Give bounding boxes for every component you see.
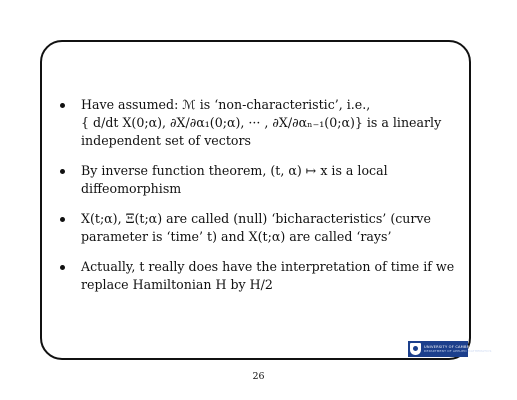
bullet-time-interpretation xyxy=(56,258,460,294)
logo-wordmark xyxy=(424,345,492,354)
university-logo xyxy=(408,341,492,357)
bullet-dot xyxy=(60,103,65,108)
logo-line-1: UNIVERSITY OF CAMBRIDGE xyxy=(424,344,480,349)
logo-line-2: DEPARTMENT OF APPLIED MATHEMATICS xyxy=(424,349,492,353)
bullet-list xyxy=(56,96,460,306)
bullet-line: { d/dt X(0;α), ∂X/∂α₁(0;α), ··· , ∂X/∂αₙ₋₁(0;α)} is a linearly xyxy=(81,115,442,130)
bullet-bicharacteristics xyxy=(56,210,460,246)
bullet-line: parameter is ‘time’ t) and X(t;α) are called ‘rays’ xyxy=(81,229,392,244)
bullet-dot xyxy=(60,169,65,174)
bullet-dot xyxy=(60,265,65,270)
bullet-assumption xyxy=(56,96,460,150)
bullet-line: independent set of vectors xyxy=(81,133,251,148)
bullet-line: Actually, t really does have the interpretation of time if we xyxy=(81,259,455,274)
bullet-dot xyxy=(60,217,65,222)
bullet-line: diffeomorphism xyxy=(81,181,182,196)
bullet-line: replace Hamiltonian H by H/2 xyxy=(81,277,273,292)
bullet-line: Have assumed: ℳ is ‘non-characteristic’, i.e., xyxy=(81,97,371,112)
bullet-line: By inverse function theorem, (t, α) ↦ x is a local xyxy=(81,163,388,178)
crest-icon xyxy=(410,343,421,355)
page-number: 26 xyxy=(252,371,265,382)
bullet-inverse-function xyxy=(56,162,460,198)
bullet-line: X(t;α), Ξ(t;α) are called (null) ‘bicharacteristics’ (curve xyxy=(81,211,431,226)
